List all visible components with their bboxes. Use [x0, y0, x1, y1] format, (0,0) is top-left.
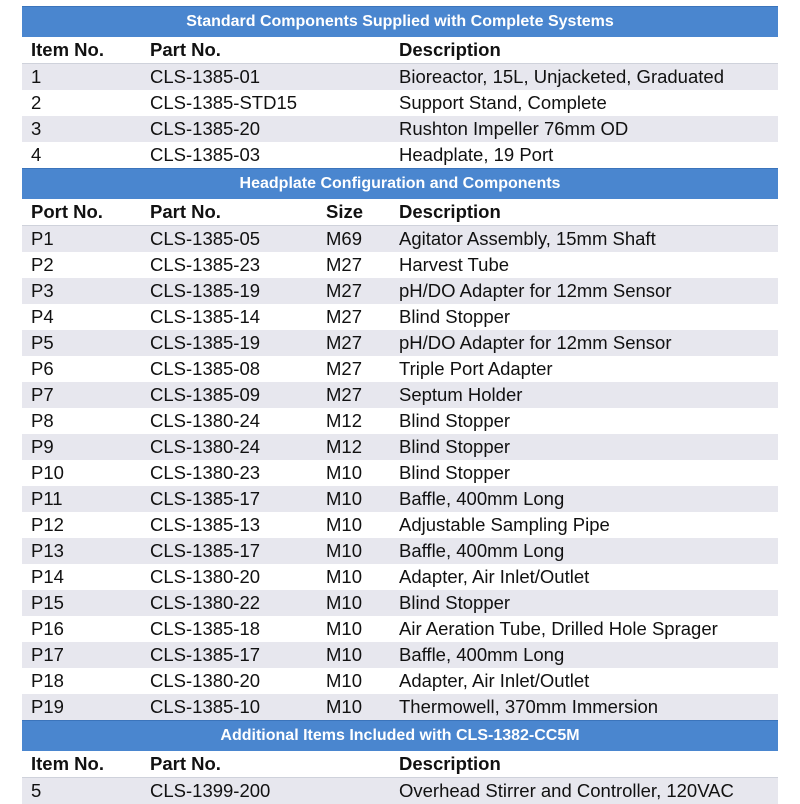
port-no-cell: P10	[31, 462, 64, 483]
description-cell: Blind Stopper	[399, 462, 511, 483]
part-no-cell: CLS-1385-20	[150, 118, 261, 139]
size-cell: M27	[326, 332, 362, 353]
description-cell: Baffle, 400mm Long	[399, 488, 565, 509]
description-cell: Harvest Tube	[399, 254, 510, 275]
section-banner-headplate: Headplate Configuration and Components	[22, 168, 778, 199]
description-cell: Headplate, 19 Port	[399, 144, 554, 165]
port-no-cell: P15	[31, 592, 64, 613]
header-part-no: Part No.	[150, 201, 221, 222]
part-no-cell: CLS-1385-19	[150, 332, 261, 353]
part-no-cell: CLS-1385-19	[150, 280, 261, 301]
size-cell: M10	[326, 566, 362, 587]
header-description: Description	[399, 201, 501, 222]
table-row	[22, 226, 778, 252]
part-no-cell: CLS-1385-10	[150, 696, 261, 717]
part-no-cell: CLS-1399-200	[150, 780, 271, 801]
port-no-cell: P1	[31, 228, 54, 249]
port-no-cell: P8	[31, 410, 54, 431]
header-description: Description	[399, 39, 501, 60]
description-cell: Septum Holder	[399, 384, 523, 405]
table-row	[22, 512, 778, 538]
size-cell: M10	[326, 488, 362, 509]
description-cell: Triple Port Adapter	[399, 358, 553, 379]
header-description: Description	[399, 753, 501, 774]
part-no-cell: CLS-1385-STD15	[150, 92, 298, 113]
port-no-cell: P13	[31, 540, 64, 561]
description-cell: Baffle, 400mm Long	[399, 644, 565, 665]
part-no-cell: CLS-1385-01	[150, 66, 261, 87]
size-cell: M10	[326, 618, 362, 639]
description-cell: Support Stand, Complete	[399, 92, 607, 113]
size-cell: M10	[326, 696, 362, 717]
header-row-standard	[22, 37, 778, 64]
part-no-cell: CLS-1385-18	[150, 618, 261, 639]
part-no-cell: CLS-1385-09	[150, 384, 261, 405]
table-row	[22, 642, 778, 668]
item-no-cell: 2	[31, 92, 42, 113]
size-cell: M10	[326, 592, 362, 613]
part-no-cell: CLS-1385-13	[150, 514, 261, 535]
part-no-cell: CLS-1385-08	[150, 358, 261, 379]
port-no-cell: P6	[31, 358, 54, 379]
table-row	[22, 538, 778, 564]
port-no-cell: P2	[31, 254, 54, 275]
table-row	[22, 304, 778, 330]
description-cell: pH/DO Adapter for 12mm Sensor	[399, 332, 672, 353]
part-no-cell: CLS-1380-23	[150, 462, 261, 483]
part-no-cell: CLS-1380-20	[150, 566, 261, 587]
description-cell: Air Aeration Tube, Drilled Hole Sprager	[399, 618, 718, 639]
table-row	[22, 142, 778, 168]
port-no-cell: P19	[31, 696, 64, 717]
part-no-cell: CLS-1385-03	[150, 144, 261, 165]
size-cell: M10	[326, 540, 362, 561]
header-row-headplate	[22, 199, 778, 226]
description-cell: Blind Stopper	[399, 306, 511, 327]
table-row	[22, 668, 778, 694]
size-cell: M27	[326, 280, 362, 301]
description-cell: Blind Stopper	[399, 436, 511, 457]
part-no-cell: CLS-1385-17	[150, 644, 261, 665]
table-row	[22, 486, 778, 512]
part-no-cell: CLS-1385-05	[150, 228, 261, 249]
description-cell: Agitator Assembly, 15mm Shaft	[399, 228, 656, 249]
description-cell: Overhead Stirrer and Controller, 120VAC	[399, 780, 734, 801]
size-cell: M27	[326, 358, 362, 379]
header-part-no: Part No.	[150, 753, 221, 774]
item-no-cell: 1	[31, 66, 42, 87]
table-row	[22, 278, 778, 304]
size-cell: M27	[326, 254, 362, 275]
size-cell: M10	[326, 670, 362, 691]
table-row	[22, 694, 778, 720]
size-cell: M69	[326, 228, 362, 249]
size-cell: M12	[326, 410, 362, 431]
table-row	[22, 460, 778, 486]
section-banner-additional: Additional Items Included with CLS-1382-CC5M	[22, 720, 778, 751]
description-cell: Adjustable Sampling Pipe	[399, 514, 610, 535]
rows-standard	[22, 64, 778, 168]
size-cell: M12	[326, 436, 362, 457]
port-no-cell: P12	[31, 514, 64, 535]
table-row	[22, 590, 778, 616]
rows-additional	[22, 778, 778, 804]
port-no-cell: P5	[31, 332, 54, 353]
part-no-cell: CLS-1380-22	[150, 592, 261, 613]
table-row	[22, 356, 778, 382]
port-no-cell: P7	[31, 384, 54, 405]
part-no-cell: CLS-1385-14	[150, 306, 261, 327]
port-no-cell: P4	[31, 306, 54, 327]
description-cell: Baffle, 400mm Long	[399, 540, 565, 561]
description-cell: Thermowell, 370mm Immersion	[399, 696, 659, 717]
header-row-additional	[22, 751, 778, 778]
port-no-cell: P9	[31, 436, 54, 457]
item-no-cell: 3	[31, 118, 42, 139]
table-row	[22, 434, 778, 460]
port-no-cell: P16	[31, 618, 64, 639]
table-row	[22, 330, 778, 356]
table-row	[22, 616, 778, 642]
table-row	[22, 90, 778, 116]
table-row	[22, 382, 778, 408]
section-banner-standard: Standard Components Supplied with Complete Systems	[22, 6, 778, 37]
size-cell: M10	[326, 514, 362, 535]
components-sheet	[22, 6, 778, 804]
description-cell: Blind Stopper	[399, 592, 511, 613]
part-no-cell: CLS-1380-20	[150, 670, 261, 691]
header-item-no: Item No.	[31, 39, 104, 60]
port-no-cell: P14	[31, 566, 64, 587]
size-cell: M10	[326, 462, 362, 483]
header-part-no: Part No.	[150, 39, 221, 60]
item-no-cell: 5	[31, 780, 42, 801]
table-row	[22, 64, 778, 90]
item-no-cell: 4	[31, 144, 42, 165]
part-no-cell: CLS-1385-17	[150, 488, 261, 509]
description-cell: Blind Stopper	[399, 410, 511, 431]
table-row	[22, 778, 778, 804]
port-no-cell: P17	[31, 644, 64, 665]
port-no-cell: P3	[31, 280, 54, 301]
part-no-cell: CLS-1385-17	[150, 540, 261, 561]
table-row	[22, 564, 778, 590]
size-cell: M27	[326, 306, 362, 327]
port-no-cell: P11	[31, 488, 63, 509]
part-no-cell: CLS-1380-24	[150, 410, 261, 431]
port-no-cell: P18	[31, 670, 64, 691]
size-cell: M10	[326, 644, 362, 665]
rows-headplate	[22, 226, 778, 720]
description-cell: pH/DO Adapter for 12mm Sensor	[399, 280, 672, 301]
header-size: Size	[326, 201, 364, 222]
header-port-no: Port No.	[31, 201, 103, 222]
part-no-cell: CLS-1380-24	[150, 436, 261, 457]
description-cell: Bioreactor, 15L, Unjacketed, Graduated	[399, 66, 724, 87]
size-cell: M27	[326, 384, 362, 405]
description-cell: Adapter, Air Inlet/Outlet	[399, 670, 590, 691]
table-row	[22, 252, 778, 278]
description-cell: Rushton Impeller 76mm OD	[399, 118, 629, 139]
table-row	[22, 408, 778, 434]
table-row	[22, 116, 778, 142]
header-item-no: Item No.	[31, 753, 104, 774]
description-cell: Adapter, Air Inlet/Outlet	[399, 566, 590, 587]
part-no-cell: CLS-1385-23	[150, 254, 261, 275]
